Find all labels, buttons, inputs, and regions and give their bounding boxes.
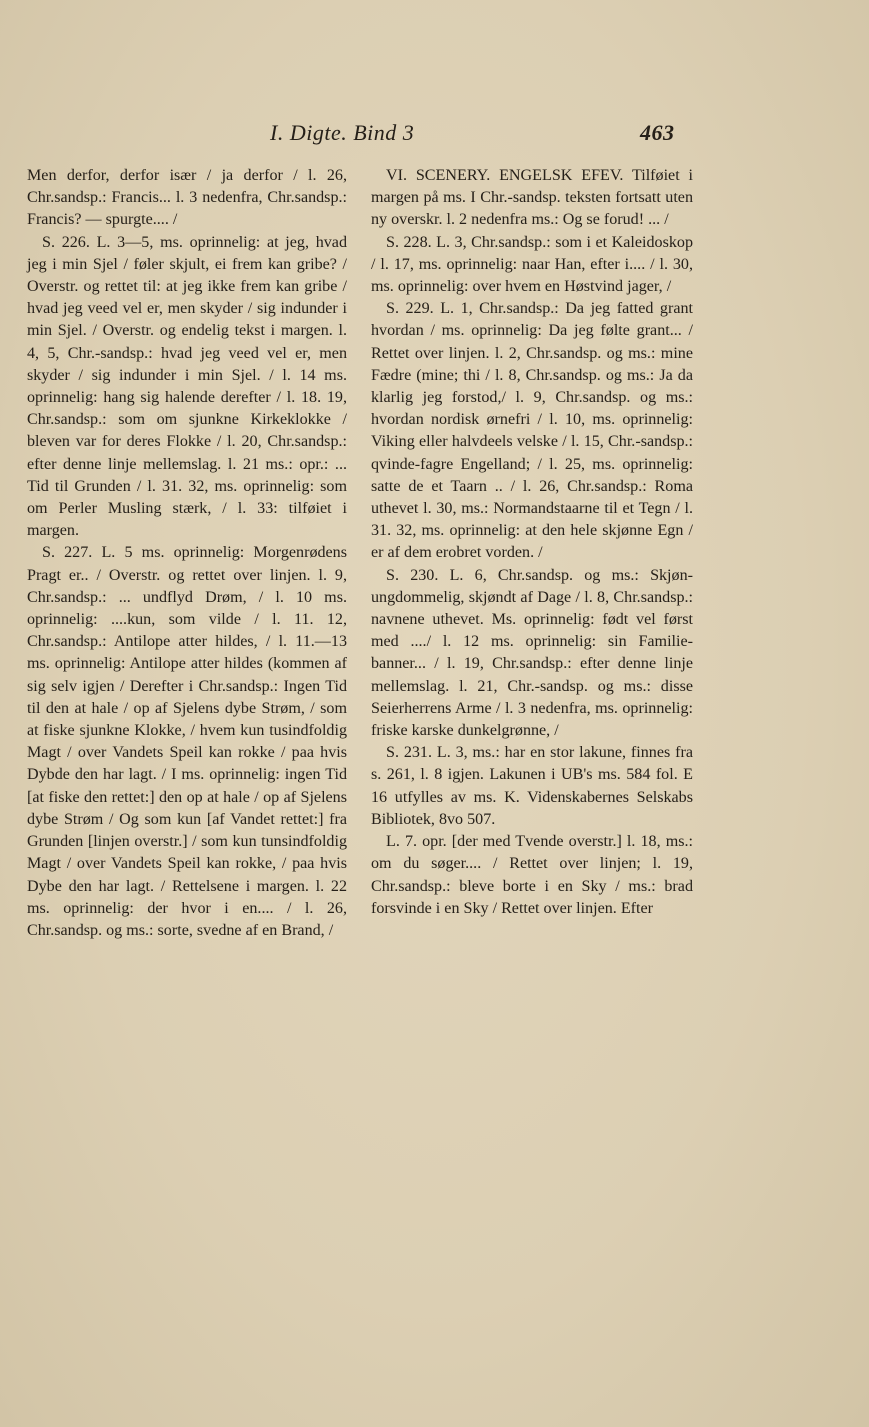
paragraph-continuation: Men derfor, derfor især / ja derfor / l. 26, Chr.sandsp.: Francis... l. 3 nedenfra, Chr.sandsp.: Francis? — spurgte.... / xyxy=(27,167,347,229)
paragraph-s228: S. 228. L. 3, Chr.sandsp.: som i et Kaleidoskop / l. 17, ms. oprinnelig: naar Han, efter i.... / l. 30, ms. oprinnelig: over hvem en Høstvind jager, / xyxy=(371,233,693,296)
paragraph-s230: S. 230. L. 6, Chr.sandsp. og ms.: Skjøn-ungdommelig, skjøndt af Dage / l. 8, Chr.sandsp.: navnene uthevet. Ms. oprinnelig: født vel først med ..../ l. 12 ms. oprinnelig: sin Familie-banner... / l. 19, Chr.sandsp.: efter denne linje mellemslag. l. 21, Chr.-sandsp. og ms.: disse Seierherrens Arme / l. 3 nedenfra, ms. oprinnelig: friske karske dunkelgrønne, / xyxy=(371,566,693,740)
header-title: I. Digte. Bind 3 xyxy=(270,120,415,145)
running-header xyxy=(20,116,694,150)
paragraph-s227: S. 227. L. 5 ms. oprinnelig: Morgenrødens Pragt er.. / Overstr. og rettet over linjen. l. 9, Chr.sandsp.: ... undflyd Drøm, / l. 10 ms. oprinnelig: ....kun, som vilde / l. 11. 12, Chr.sandsp.: Antilope atter hildes, / l. 11.—13 ms. oprinnelig: Antilope atter hildes (kommen af sig selv igjen / Derefter i Chr.sandsp.: Ingen Tid til den at hale / op af Sjelens dybe Strøm, / som at fiske sjunkne Klokke, / hvem kun tusindfoldig Magt / over Vandets Speil kan rokke / paa hvis Dybde den har lagt. / I ms. oprinnelig: ingen Tid [at fiske den rettet:] den op at hale / op af Sjelens dybe Strøm / Og som kun [af Vandet rettet:] fra Grunden [linjen overstr.] / som kun tunsindfoldig Magt / over Vandets Speil kan rokke, / paa hvis Dybe den har lagt. / Rettelsene i margen. l. 22 ms. oprinnelig: der hvor i en.... / l. 26, Chr.sandsp. og ms.: sorte, svedne af en Brand, / xyxy=(27,544,347,939)
paragraph-s231: S. 231. L. 3, ms.: har en stor lakune, finnes fra s. 261, l. 8 igjen. Lakunen i UB's ms. 584 fol. E 16 utfylles av ms. K. Videnskabernes Selskabs Bibliotek, 8vo 507. xyxy=(371,744,693,828)
paragraph-s226: S. 226. L. 3—5, ms. oprinnelig: at jeg, hvad jeg i min Sjel / føler skjult, ei frem kan gribe? / Overstr. og rettet til: at jeg ikke frem kan gribe / hvad jeg veed vel er, men skyder / sig indunder i min Sjel. / Overstr. og endelig tekst i margen. l. 4, 5, Chr.-sandsp.: hvad jeg veed vel er, men skyder / sig indunder i min Sjel. / l. 14 ms. oprinnelig: hang sig halende derefter / l. 18. 19, Chr.sandsp.: som om sjunkne Kirkeklokke / bleven var for deres Flokke / l. 20, Chr.sandsp.: efter denne linje mellemslag. l. 21 ms.: opr.: ... Tid til Grunden / l. 31. 32, ms. oprinnelig: som om Perler Musling stærk, / l. 33: tilføiet i margen. xyxy=(27,233,347,540)
paragraph-l7: L. 7. opr. [der med Tvende overstr.] l. 18, ms.: om du søger.... / Rettet over linjen; l. 19, Chr.sandsp.: bleve borte i en Sky / ms.: brad forsvinde i en Sky / Rettet over linjen. Efter xyxy=(371,833,693,917)
left-column xyxy=(27,165,347,942)
page-number: 463 xyxy=(640,120,675,145)
right-column xyxy=(371,165,693,920)
paragraph-s229: S. 229. L. 1, Chr.sandsp.: Da jeg fatted grant hvordan / ms. oprinnelig: Da jeg følte grant... / Rettet over linjen. l. 2, Chr.sandsp. og ms.: mine Fædre (mine; thi / l. 8, Chr.sandsp. og ms.: Ja da klarlig jeg forstod,/ l. 9, Chr.sandsp. og ms.: hvordan nordisk ørnefri / l. 10, ms. oprinnelig: Viking eller halvdeels velske / l. 15, Chr.-sandsp.: qvinde-fagre Engelland; / l. 25, ms. oprinnelig: satte de et Taarn .. / l. 26, Chr.sandsp.: Roma uthevet l. 30, ms.: Normandstaarne til et Tegn / l. 31. 32, ms. oprinnelig: at den hele skjønne Egn / er af dem erobret vorden. / xyxy=(371,300,693,562)
paragraph-scenery: VI. SCENERY. ENGELSK EFEV. Tilføiet i margen på ms. I Chr.-sandsp. teksten fortsatt uten ny overskr. l. 2 nedenfra ms.: Og se forud! ... / xyxy=(371,167,693,229)
